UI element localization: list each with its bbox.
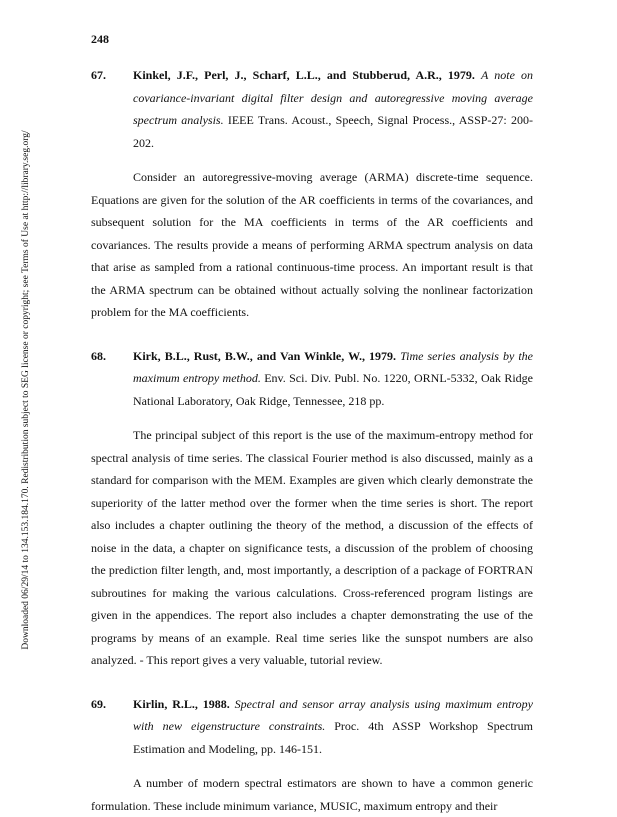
- entry-source: IEEE Trans. Acoust., Speech, Signal Process., ASSP-27: 200-202.: [133, 113, 533, 150]
- entry-authors: Kirlin, R.L., 1988.: [133, 697, 230, 711]
- bibliography-entry-68: [91, 345, 533, 672]
- entry-number: 69.: [91, 693, 133, 716]
- entry-authors: Kinkel, J.F., Perl, J., Scharf, L.L., and Stubberud, A.R., 1979.: [133, 68, 475, 82]
- entry-source: Env. Sci. Div. Publ. No. 1220, ORNL-5332, Oak Ridge National Laboratory, Oak Ridge, Tennessee, 218 pp.: [133, 371, 533, 408]
- entry-authors: Kirk, B.L., Rust, B.W., and Van Winkle, W., 1979.: [133, 349, 396, 363]
- bibliography-list: [91, 52, 533, 817]
- bibliography-entry-69: [91, 693, 533, 817]
- entry-number: 67.: [91, 64, 133, 87]
- entry-abstract: A number of modern spectral estimators are shown to have a common generic formulation. These include minimum variance, MUSIC, maximum entropy and their: [91, 772, 533, 817]
- entry-source: Proc. 4th ASSP Workshop Spectrum Estimation and Modeling, pp. 146-151.: [133, 719, 533, 756]
- entry-abstract: Consider an autoregressive-moving average (ARMA) discrete-time sequence. Equations are given for the solution of the AR coefficients in terms of the covariances, and subsequent solution for the MA coefficients in terms of the AR coefficients and covariances. The results provide a means of performing ARMA spectrum analysis on data that arise as sampled from a rational continuous-time process. An important result is that the ARMA spectrum can be obtained without actually solving the nonlinear factorization problem for the MA coefficients.: [91, 166, 533, 324]
- download-notice: Downloaded 06/29/14 to 134.153.184.170. Redistribution subject to SEG license or copyright; see Terms of Use at http://library.seg.org/: [21, 80, 31, 700]
- entry-title: Spectral and sensor array analysis using maximum entropy with new eigenstructure constraints.: [133, 697, 533, 734]
- entry-title: Time series analysis by the maximum entropy method.: [133, 349, 533, 386]
- citation: [91, 345, 533, 413]
- page-number: 248: [91, 32, 109, 47]
- entry-title: A note on covariance-invariant digital filter design and autoregressive moving average spectrum analysis.: [133, 68, 533, 127]
- bibliography-entry-67: [91, 64, 533, 324]
- entry-number: 68.: [91, 345, 133, 368]
- entry-abstract: The principal subject of this report is the use of the maximum-entropy method for spectral analysis of time series. The classical Fourier method is also discussed, mainly as a standard for comparison with the MEM. Examples are given which clearly demonstrate the superiority of the latter method over the former when the time series is short. The report also includes a chapter outlining the theory of the method, a discussion of the effects of noise in the data, a chapter on significance tests, a discussion of the problem of choosing the prediction filter length, and, most importantly, a description of a package of FORTRAN subroutines for making the various calculations. Cross-referenced program listings are given in the appendices. The report also includes a chapter demonstrating the use of the programs by means of an example. Real time series like the sunspot numbers are also analyzed. - This report gives a very valuable, tutorial review.: [91, 424, 533, 672]
- citation: [91, 693, 533, 761]
- citation: [91, 64, 533, 154]
